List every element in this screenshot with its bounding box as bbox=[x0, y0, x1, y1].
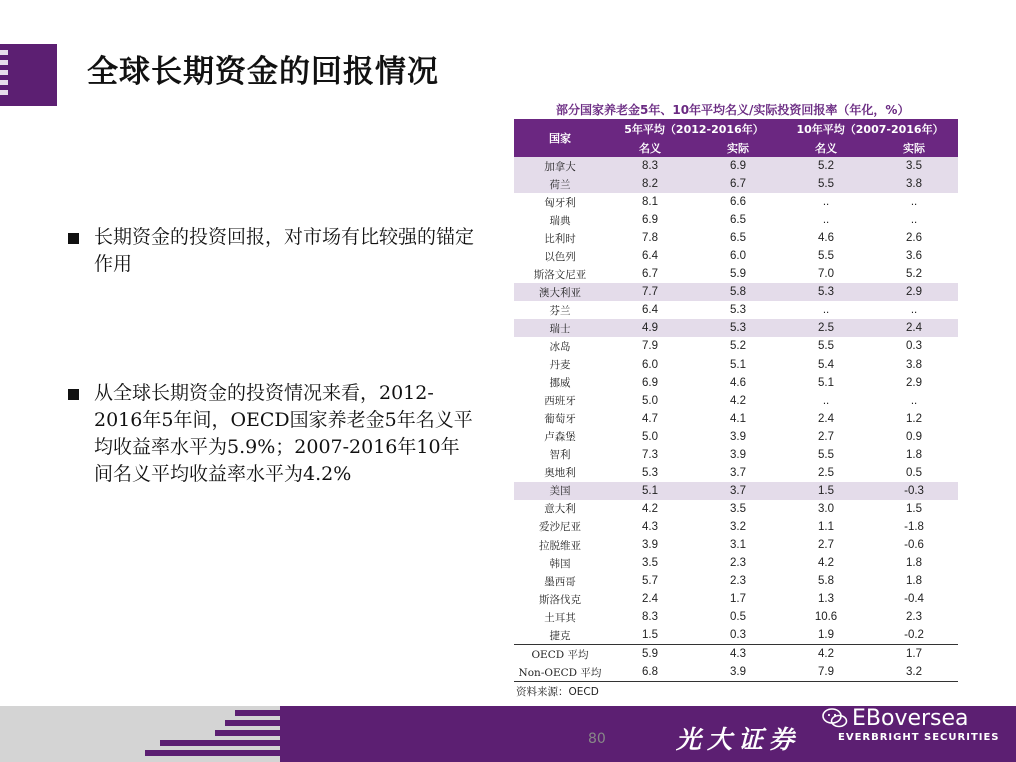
value-cell: -0.3 bbox=[870, 482, 958, 500]
value-cell: 2.6 bbox=[906, 232, 923, 245]
value-cell: 2.4 bbox=[818, 412, 835, 425]
value-cell: -0.2 bbox=[904, 629, 924, 642]
footer-stripe bbox=[235, 710, 280, 716]
value-cell: 5.5 bbox=[818, 250, 835, 263]
value-cell: 7.7 bbox=[606, 283, 694, 301]
country-cell: 斯洛伐克 bbox=[539, 593, 581, 606]
value-cell: 5.5 bbox=[782, 175, 870, 193]
table-row bbox=[514, 356, 958, 374]
table-row bbox=[514, 175, 958, 193]
value-cell: 3.6 bbox=[906, 250, 923, 263]
country-cell: 美国 bbox=[514, 482, 606, 500]
value-cell: 3.5 bbox=[730, 502, 746, 515]
value-cell: 5.1 bbox=[730, 358, 746, 371]
value-cell: 5.1 bbox=[818, 376, 835, 389]
value-cell: 0.3 bbox=[906, 340, 923, 353]
table-row bbox=[514, 211, 958, 229]
table-row bbox=[514, 193, 958, 211]
country-cell: 丹麦 bbox=[549, 359, 571, 372]
value-cell: 5.5 bbox=[818, 448, 835, 461]
country-cell: 土耳其 bbox=[544, 611, 576, 624]
wechat-icon bbox=[822, 708, 848, 728]
value-cell: 3.9 bbox=[730, 448, 746, 461]
value-cell: 7.3 bbox=[642, 448, 658, 461]
value-cell: 4.3 bbox=[694, 645, 782, 664]
table-row bbox=[514, 229, 958, 247]
table-row bbox=[514, 500, 958, 518]
value-cell: 6.7 bbox=[642, 268, 658, 281]
country-cell: 芬兰 bbox=[549, 304, 571, 317]
bullet-text: 长期资金的投资回报，对市场有比较强的锚定作用 bbox=[94, 226, 475, 275]
value-cell: 2.4 bbox=[642, 593, 658, 606]
value-cell: 1.8 bbox=[906, 448, 923, 461]
country-cell: 西班牙 bbox=[544, 395, 576, 408]
country-cell: OECD 平均 bbox=[514, 645, 606, 664]
value-cell: 5.4 bbox=[818, 358, 835, 371]
value-cell: 3.5 bbox=[870, 157, 958, 175]
value-cell: 5.3 bbox=[694, 319, 782, 337]
country-cell: 奥地利 bbox=[544, 467, 576, 480]
value-cell: 4.3 bbox=[642, 520, 658, 533]
value-cell: 3.7 bbox=[730, 466, 746, 479]
value-cell: .. bbox=[822, 196, 830, 209]
country-cell: 冰岛 bbox=[549, 340, 571, 353]
value-cell: 3.2 bbox=[730, 520, 746, 533]
country-header: 国家 bbox=[514, 119, 606, 157]
value-cell: 1.8 bbox=[906, 575, 923, 588]
value-cell: 1.7 bbox=[870, 645, 958, 664]
table-row bbox=[514, 482, 958, 500]
value-cell: 0.5 bbox=[906, 466, 923, 479]
value-cell: 7.0 bbox=[818, 268, 835, 281]
value-cell: 3.8 bbox=[906, 358, 923, 371]
value-cell: 0.5 bbox=[730, 611, 746, 624]
value-cell: -1.8 bbox=[904, 520, 924, 533]
value-cell: .. bbox=[910, 304, 918, 317]
bullet-item bbox=[68, 224, 478, 278]
sub-header-nominal: 名义 bbox=[782, 138, 870, 157]
country-cell: 澳大利亚 bbox=[514, 283, 606, 301]
value-cell: .. bbox=[910, 196, 918, 209]
value-cell: 7.9 bbox=[782, 663, 870, 682]
table-row bbox=[514, 590, 958, 608]
value-cell: 6.9 bbox=[694, 157, 782, 175]
value-cell: 6.8 bbox=[606, 663, 694, 682]
footer-stripe bbox=[215, 730, 280, 736]
table-row bbox=[514, 536, 958, 554]
table-row bbox=[514, 518, 958, 536]
value-cell: 3.1 bbox=[730, 539, 746, 551]
table-body bbox=[514, 157, 958, 682]
value-cell: 3.9 bbox=[730, 430, 746, 443]
bullet-item bbox=[68, 380, 478, 488]
value-cell: 8.1 bbox=[642, 196, 658, 209]
value-cell: 1.5 bbox=[782, 482, 870, 500]
value-cell: .. bbox=[910, 214, 918, 227]
value-cell: 2.3 bbox=[906, 611, 923, 624]
footer-stripe bbox=[160, 740, 280, 746]
bullet-square-icon bbox=[68, 389, 79, 400]
country-cell: 爱沙尼亚 bbox=[539, 521, 581, 534]
value-cell: 5.0 bbox=[642, 394, 658, 407]
value-cell: .. bbox=[822, 214, 830, 227]
value-cell: 0.3 bbox=[730, 629, 746, 642]
table-caption: 部分国家养老金5年、10年平均名义/实际投资回报率（年化，%） bbox=[556, 103, 910, 117]
value-cell: 2.5 bbox=[818, 466, 835, 479]
value-cell: 3.5 bbox=[642, 557, 658, 570]
country-cell: 匈牙利 bbox=[544, 196, 576, 209]
value-cell: 8.2 bbox=[606, 175, 694, 193]
country-cell: 斯洛文尼亚 bbox=[533, 268, 587, 281]
value-cell: 6.9 bbox=[642, 376, 658, 389]
value-cell: 2.7 bbox=[818, 539, 835, 551]
value-cell: 5.2 bbox=[782, 157, 870, 175]
value-cell: 4.6 bbox=[818, 232, 835, 245]
country-cell: 捷克 bbox=[549, 629, 571, 642]
footer-stripe bbox=[225, 720, 280, 726]
value-cell: 4.1 bbox=[730, 412, 746, 425]
value-cell: 6.0 bbox=[730, 250, 746, 263]
value-cell: 5.3 bbox=[642, 466, 658, 479]
value-cell: 6.7 bbox=[694, 175, 782, 193]
value-cell: 2.9 bbox=[870, 283, 958, 301]
brand-name-cn: 光大证券 bbox=[676, 725, 801, 754]
country-cell: 意大利 bbox=[544, 503, 576, 516]
country-cell: 葡萄牙 bbox=[544, 413, 576, 426]
value-cell: 4.7 bbox=[642, 412, 658, 425]
table-row bbox=[514, 428, 958, 446]
table-row bbox=[514, 554, 958, 572]
value-cell: 3.9 bbox=[642, 539, 658, 551]
value-cell: 7.9 bbox=[642, 340, 658, 353]
value-cell: 2.5 bbox=[782, 319, 870, 337]
value-cell: 5.2 bbox=[906, 268, 923, 281]
table-row bbox=[514, 157, 958, 175]
value-cell: 5.8 bbox=[818, 575, 835, 588]
value-cell: 6.0 bbox=[642, 358, 658, 371]
value-cell: 3.9 bbox=[694, 663, 782, 682]
sub-header-nominal: 名义 bbox=[606, 138, 694, 157]
brand-name-en: EBoversea bbox=[852, 706, 969, 731]
country-cell: 瑞典 bbox=[549, 214, 571, 227]
table-row bbox=[514, 572, 958, 590]
value-cell: 6.4 bbox=[642, 250, 658, 263]
value-cell: 6.6 bbox=[730, 196, 746, 209]
period-10y-header: 10年平均（2007-2016年） bbox=[782, 119, 958, 138]
table-row bbox=[514, 374, 958, 392]
value-cell: 5.9 bbox=[606, 645, 694, 664]
country-cell: Non-OECD 平均 bbox=[514, 663, 606, 682]
page-number: 80 bbox=[588, 731, 606, 747]
value-cell: 5.8 bbox=[694, 283, 782, 301]
value-cell: 0.9 bbox=[906, 430, 923, 443]
value-cell: 8.3 bbox=[606, 157, 694, 175]
table-row bbox=[514, 663, 958, 682]
value-cell: 3.7 bbox=[694, 482, 782, 500]
table-row bbox=[514, 337, 958, 355]
country-cell: 比利时 bbox=[544, 232, 576, 245]
value-cell: 5.0 bbox=[642, 430, 658, 443]
country-cell: 拉脱维亚 bbox=[539, 539, 581, 552]
value-cell: 1.5 bbox=[642, 629, 658, 642]
value-cell: 5.3 bbox=[730, 304, 746, 317]
table-row bbox=[514, 626, 958, 645]
value-cell: 4.2 bbox=[782, 645, 870, 664]
value-cell: 5.2 bbox=[730, 340, 746, 353]
value-cell: 1.7 bbox=[730, 593, 746, 606]
table-row bbox=[514, 301, 958, 319]
country-cell: 荷兰 bbox=[514, 175, 606, 193]
value-cell: 4.2 bbox=[730, 394, 746, 407]
value-cell: 4.9 bbox=[606, 319, 694, 337]
footer-stripe bbox=[145, 750, 280, 756]
value-cell: 6.4 bbox=[642, 304, 658, 317]
value-cell: .. bbox=[822, 304, 830, 317]
bullet-square-icon bbox=[68, 233, 79, 244]
table-row bbox=[514, 265, 958, 283]
country-cell: 加拿大 bbox=[514, 157, 606, 175]
value-cell: 2.9 bbox=[906, 376, 923, 389]
value-cell: 1.2 bbox=[906, 412, 923, 425]
value-cell: 5.7 bbox=[642, 575, 658, 588]
slide-title: 全球长期资金的回报情况 bbox=[87, 54, 439, 90]
table-row bbox=[514, 464, 958, 482]
value-cell: .. bbox=[822, 394, 830, 407]
value-cell: 6.5 bbox=[730, 232, 746, 245]
table-row bbox=[514, 608, 958, 626]
value-cell: 4.6 bbox=[730, 376, 746, 389]
value-cell: 3.8 bbox=[870, 175, 958, 193]
table-row bbox=[514, 319, 958, 337]
bullet-list bbox=[68, 224, 478, 488]
source-note: 资料来源：OECD bbox=[516, 686, 599, 698]
value-cell: 6.9 bbox=[642, 214, 658, 227]
value-cell: 2.3 bbox=[730, 557, 746, 570]
value-cell: 1.5 bbox=[906, 502, 923, 515]
table-row bbox=[514, 446, 958, 464]
value-cell: 6.5 bbox=[730, 214, 746, 227]
country-cell: 挪威 bbox=[549, 377, 571, 390]
country-cell: 卢森堡 bbox=[544, 431, 576, 444]
brand-subtitle: EVERBRIGHT SECURITIES bbox=[838, 732, 1000, 743]
value-cell: 2.4 bbox=[870, 319, 958, 337]
table-row bbox=[514, 410, 958, 428]
value-cell: 2.3 bbox=[730, 575, 746, 588]
country-cell: 智利 bbox=[549, 449, 571, 462]
value-cell: 10.6 bbox=[814, 611, 838, 624]
table-row bbox=[514, 645, 958, 664]
value-cell: 5.9 bbox=[730, 268, 746, 281]
value-cell: 1.3 bbox=[818, 593, 835, 606]
bullet-text: 从全球长期资金的投资情况来看，2012-2016年5年间，OECD国家养老金5年名义平均收益率水平为5.9%；2007-2016年10年间名义平均收益率水平为4.2% bbox=[94, 382, 473, 485]
table-row bbox=[514, 283, 958, 301]
value-cell: 3.0 bbox=[818, 502, 835, 515]
sub-header-real: 实际 bbox=[870, 138, 958, 157]
value-cell: 1.8 bbox=[906, 557, 923, 570]
value-cell: 3.2 bbox=[870, 663, 958, 682]
value-cell: 1.1 bbox=[818, 520, 835, 533]
sub-header-real: 实际 bbox=[694, 138, 782, 157]
value-cell: 4.2 bbox=[642, 502, 658, 515]
value-cell: .. bbox=[910, 394, 918, 407]
value-cell: -0.6 bbox=[904, 539, 924, 551]
table-row bbox=[514, 392, 958, 410]
table-row bbox=[514, 247, 958, 265]
country-cell: 以色列 bbox=[544, 250, 576, 263]
value-cell: 5.1 bbox=[606, 482, 694, 500]
value-cell: 5.3 bbox=[782, 283, 870, 301]
value-cell: 8.3 bbox=[642, 611, 658, 624]
value-cell: 5.5 bbox=[818, 340, 835, 353]
value-cell: -0.4 bbox=[904, 593, 924, 606]
value-cell: 2.7 bbox=[818, 430, 835, 443]
country-cell: 韩国 bbox=[549, 557, 571, 570]
value-cell: 4.2 bbox=[818, 557, 835, 570]
country-cell: 瑞士 bbox=[514, 319, 606, 337]
accent-block bbox=[0, 44, 57, 106]
period-5y-header: 5年平均（2012-2016年） bbox=[606, 119, 782, 138]
value-cell: 7.8 bbox=[642, 232, 658, 245]
value-cell: 1.9 bbox=[818, 629, 835, 642]
returns-table bbox=[514, 119, 958, 682]
country-cell: 墨西哥 bbox=[544, 575, 576, 588]
